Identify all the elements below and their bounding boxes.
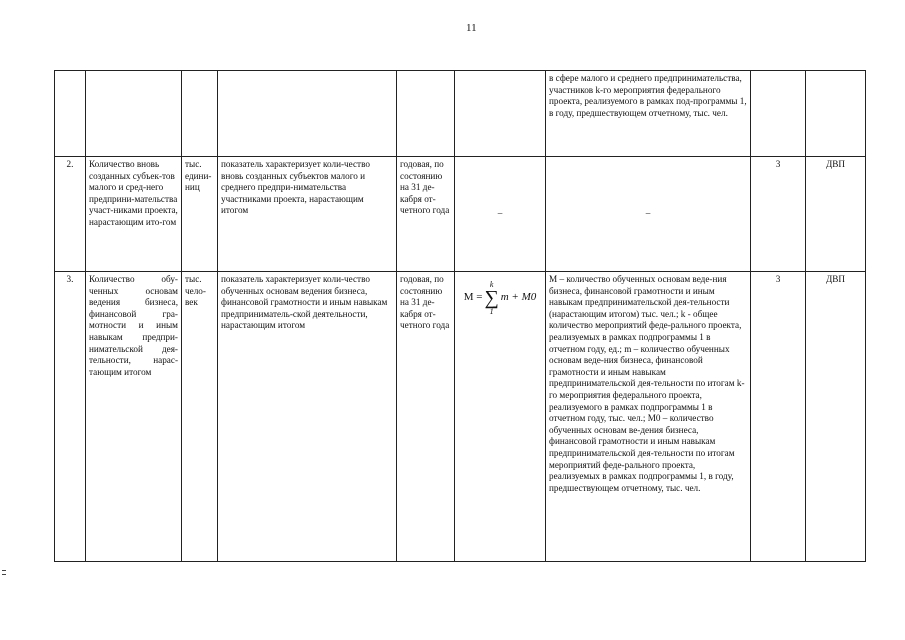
page-number: 11 [466,22,477,34]
sum-upper-limit: k [489,280,494,289]
description [218,71,397,157]
periodicity: годовая, по состоянию на 31 де-кабря от-четного года [397,272,455,562]
method: 3 [751,272,806,562]
formula-lhs: M = [463,291,483,304]
sum-formula [458,274,542,316]
sum-lower-limit: 1 [489,307,494,316]
row-number: 2. [55,157,86,272]
unit: тыс. чело-век [182,272,218,562]
sum-symbol [484,280,498,316]
description: показатель характеризует коли-чество обученных основам ведения бизнеса, финансовой грамотности и иным навыкам предприниматель-ской деятельности, нарастающим итогом [218,272,397,562]
margin-mark [2,574,6,575]
periodicity [397,71,455,157]
indicator-name: Количество обу-ченных основам ведения бизнеса, финансовой гра-мотности и иным навыкам предпри-нимательской дея-тельности, нарас-тающим итогом [86,272,182,562]
table-row [55,157,866,272]
margin-mark [2,570,6,571]
description: показатель характеризует коли-чество вновь созданных субъектов малого и среднего предпри-нимательства участниками проекта, нарастающим итогом [218,157,397,272]
unit: тыс. едини-ниц [182,157,218,272]
row-number: 3. [55,272,86,562]
table-row [55,71,866,157]
indicator-name [86,71,182,157]
table-row [55,272,866,562]
formula-rhs: m + M0 [500,291,537,304]
formula [455,272,546,562]
sigma-icon: ∑ [484,287,499,309]
source [806,71,866,157]
explanation: М – количество обученных основам веде-ния бизнеса, финансовой грамотности и иным навыкам предпринимательской дея-тельности (нарастающим итогом) тыс. чел.; k - общее количество мероприятий феде-рального проекта, реализуемых в рамках подпрограммы 1 в отчетном году, ед.; m – количество обученных основам веде-ния бизнеса, финансовой грамотности и иным навыкам предпринимательской дея-тельности по итогам k-го мероприятия федерального проекта, реализуемого в рамках подпрограммы 1 в отчетном году, тыс. чел.; М0 – количество обученных основам ве-дения бизнеса, финансовой грамотности и иным навыкам предпринимательской дея-тельности по итогам мероприятий феде-рального проекта, реализуемых в рамках подпрограммы 1, в году, предшествующем отчетному, тыс. чел. [546,272,751,562]
explanation: в сфере малого и среднего предпринимательства, участников k-го мероприятия федерального проекта, реализуемого в рамках под-программы 1, в году, предшествующем отчетному, тыс. чел. [546,71,751,157]
periodicity: годовая, по состоянию на 31 де-кабря от-четного года [397,157,455,272]
explanation: – [546,157,751,272]
method: 3 [751,157,806,272]
source: ДВП [806,157,866,272]
indicators-table [54,70,866,562]
method [751,71,806,157]
indicator-name: Количество вновь созданных субъек-тов малого и сред-него предприни-мательства участ-никами проекта, нарастающим ито-гом [86,157,182,272]
formula [455,71,546,157]
unit [182,71,218,157]
source: ДВП [806,272,866,562]
formula: – [455,157,546,272]
row-number [55,71,86,157]
